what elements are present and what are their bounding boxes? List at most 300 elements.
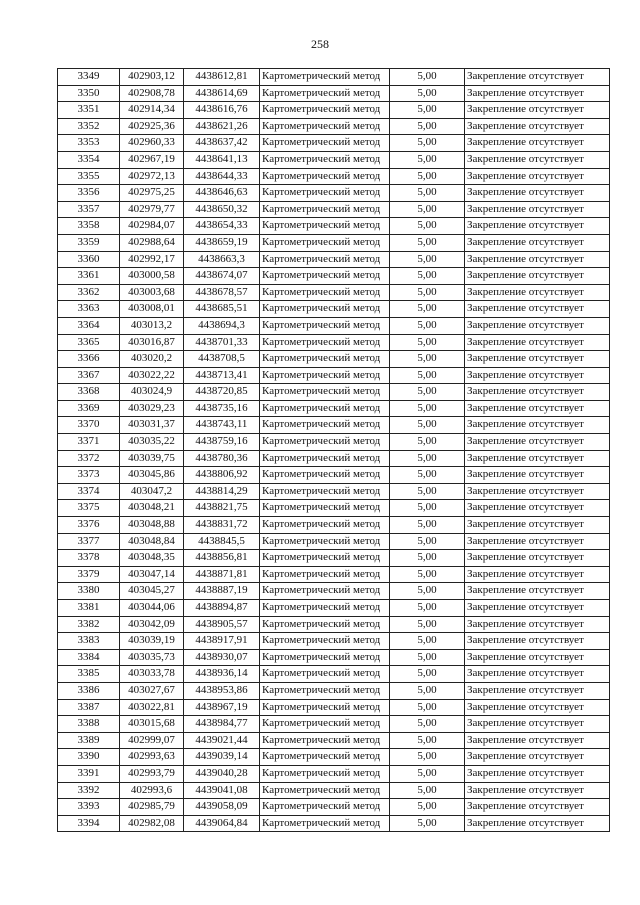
y-coordinate-cell: 4438621,26 — [184, 118, 260, 135]
x-coordinate-cell: 402993,63 — [120, 749, 184, 766]
accuracy-cell: 5,00 — [390, 234, 465, 251]
y-coordinate-cell: 4438694,3 — [184, 317, 260, 334]
x-coordinate-cell: 403000,58 — [120, 268, 184, 285]
fixing-cell: Закрепление отсутствует — [465, 699, 610, 716]
accuracy-cell: 5,00 — [390, 600, 465, 617]
x-coordinate-cell: 403003,68 — [120, 284, 184, 301]
table-row — [58, 317, 610, 334]
x-coordinate-cell: 403035,73 — [120, 649, 184, 666]
method-cell: Картометрический метод — [260, 434, 390, 451]
coordinates-table-body — [58, 69, 610, 832]
accuracy-cell: 5,00 — [390, 434, 465, 451]
accuracy-cell: 5,00 — [390, 649, 465, 666]
table-row — [58, 251, 610, 268]
x-coordinate-cell: 403027,67 — [120, 682, 184, 699]
fixing-cell: Закрепление отсутствует — [465, 201, 610, 218]
method-cell: Картометрический метод — [260, 732, 390, 749]
fixing-cell: Закрепление отсутствует — [465, 566, 610, 583]
table-row — [58, 467, 610, 484]
fixing-cell: Закрепление отсутствует — [465, 351, 610, 368]
accuracy-cell: 5,00 — [390, 633, 465, 650]
fixing-cell: Закрепление отсутствует — [465, 317, 610, 334]
point-number-cell: 3393 — [58, 799, 120, 816]
accuracy-cell: 5,00 — [390, 268, 465, 285]
y-coordinate-cell: 4438743,11 — [184, 417, 260, 434]
y-coordinate-cell: 4439064,84 — [184, 815, 260, 832]
table-row — [58, 85, 610, 102]
y-coordinate-cell: 4438708,5 — [184, 351, 260, 368]
table-row — [58, 799, 610, 816]
fixing-cell: Закрепление отсутствует — [465, 533, 610, 550]
accuracy-cell: 5,00 — [390, 533, 465, 550]
accuracy-cell: 5,00 — [390, 284, 465, 301]
point-number-cell: 3389 — [58, 732, 120, 749]
accuracy-cell: 5,00 — [390, 417, 465, 434]
x-coordinate-cell: 403042,09 — [120, 616, 184, 633]
fixing-cell: Закрепление отсутствует — [465, 666, 610, 683]
fixing-cell: Закрепление отсутствует — [465, 284, 610, 301]
table-row — [58, 600, 610, 617]
y-coordinate-cell: 4438614,69 — [184, 85, 260, 102]
x-coordinate-cell: 402914,34 — [120, 102, 184, 119]
accuracy-cell: 5,00 — [390, 716, 465, 733]
accuracy-cell: 5,00 — [390, 682, 465, 699]
y-coordinate-cell: 4438637,42 — [184, 135, 260, 152]
point-number-cell: 3391 — [58, 765, 120, 782]
accuracy-cell: 5,00 — [390, 483, 465, 500]
y-coordinate-cell: 4438936,14 — [184, 666, 260, 683]
accuracy-cell: 5,00 — [390, 384, 465, 401]
point-number-cell: 3357 — [58, 201, 120, 218]
x-coordinate-cell: 403020,2 — [120, 351, 184, 368]
accuracy-cell: 5,00 — [390, 367, 465, 384]
method-cell: Картометрический метод — [260, 135, 390, 152]
y-coordinate-cell: 4438659,19 — [184, 234, 260, 251]
table-row — [58, 334, 610, 351]
table-row — [58, 434, 610, 451]
accuracy-cell: 5,00 — [390, 765, 465, 782]
table-row — [58, 500, 610, 517]
x-coordinate-cell: 402908,78 — [120, 85, 184, 102]
point-number-cell: 3351 — [58, 102, 120, 119]
fixing-cell: Закрепление отсутствует — [465, 85, 610, 102]
point-number-cell: 3375 — [58, 500, 120, 517]
table-row — [58, 533, 610, 550]
table-row — [58, 765, 610, 782]
table-row — [58, 483, 610, 500]
x-coordinate-cell: 403031,37 — [120, 417, 184, 434]
method-cell: Картометрический метод — [260, 616, 390, 633]
point-number-cell: 3355 — [58, 168, 120, 185]
fixing-cell: Закрепление отсутствует — [465, 234, 610, 251]
method-cell: Картометрический метод — [260, 151, 390, 168]
method-cell: Картометрический метод — [260, 649, 390, 666]
point-number-cell: 3356 — [58, 185, 120, 202]
x-coordinate-cell: 402992,17 — [120, 251, 184, 268]
y-coordinate-cell: 4438967,19 — [184, 699, 260, 716]
accuracy-cell: 5,00 — [390, 218, 465, 235]
x-coordinate-cell: 402982,08 — [120, 815, 184, 832]
y-coordinate-cell: 4438713,41 — [184, 367, 260, 384]
method-cell: Картометрический метод — [260, 500, 390, 517]
accuracy-cell: 5,00 — [390, 118, 465, 135]
fixing-cell: Закрепление отсутствует — [465, 483, 610, 500]
point-number-cell: 3388 — [58, 716, 120, 733]
y-coordinate-cell: 4438831,72 — [184, 517, 260, 534]
x-coordinate-cell: 402993,6 — [120, 782, 184, 799]
x-coordinate-cell: 403022,81 — [120, 699, 184, 716]
point-number-cell: 3360 — [58, 251, 120, 268]
point-number-cell: 3376 — [58, 517, 120, 534]
x-coordinate-cell: 403029,23 — [120, 400, 184, 417]
table-row — [58, 151, 610, 168]
method-cell: Картометрический метод — [260, 118, 390, 135]
page-number: 258 — [311, 37, 329, 51]
table-row — [58, 301, 610, 318]
y-coordinate-cell: 4438894,87 — [184, 600, 260, 617]
y-coordinate-cell: 4438856,81 — [184, 550, 260, 567]
y-coordinate-cell: 4438917,91 — [184, 633, 260, 650]
table-row — [58, 201, 610, 218]
method-cell: Картометрический метод — [260, 566, 390, 583]
accuracy-cell: 5,00 — [390, 317, 465, 334]
x-coordinate-cell: 402993,79 — [120, 765, 184, 782]
y-coordinate-cell: 4438821,75 — [184, 500, 260, 517]
x-coordinate-cell: 403045,86 — [120, 467, 184, 484]
method-cell: Картометрический метод — [260, 102, 390, 119]
fixing-cell: Закрепление отсутствует — [465, 301, 610, 318]
accuracy-cell: 5,00 — [390, 400, 465, 417]
accuracy-cell: 5,00 — [390, 666, 465, 683]
table-row — [58, 268, 610, 285]
y-coordinate-cell: 4438845,5 — [184, 533, 260, 550]
table-row — [58, 417, 610, 434]
fixing-cell: Закрепление отсутствует — [465, 799, 610, 816]
x-coordinate-cell: 403039,75 — [120, 450, 184, 467]
point-number-cell: 3371 — [58, 434, 120, 451]
method-cell: Картометрический метод — [260, 799, 390, 816]
point-number-cell: 3361 — [58, 268, 120, 285]
fixing-cell: Закрепление отсутствует — [465, 185, 610, 202]
table-row — [58, 583, 610, 600]
method-cell: Картометрический метод — [260, 201, 390, 218]
table-row — [58, 284, 610, 301]
table-row — [58, 168, 610, 185]
y-coordinate-cell: 4438759,16 — [184, 434, 260, 451]
method-cell: Картометрический метод — [260, 533, 390, 550]
method-cell: Картометрический метод — [260, 765, 390, 782]
table-row — [58, 749, 610, 766]
table-row — [58, 367, 610, 384]
accuracy-cell: 5,00 — [390, 351, 465, 368]
method-cell: Картометрический метод — [260, 782, 390, 799]
table-row — [58, 666, 610, 683]
method-cell: Картометрический метод — [260, 334, 390, 351]
method-cell: Картометрический метод — [260, 69, 390, 86]
y-coordinate-cell: 4438720,85 — [184, 384, 260, 401]
method-cell: Картометрический метод — [260, 251, 390, 268]
point-number-cell: 3384 — [58, 649, 120, 666]
x-coordinate-cell: 403048,21 — [120, 500, 184, 517]
table-row — [58, 384, 610, 401]
y-coordinate-cell: 4438616,76 — [184, 102, 260, 119]
y-coordinate-cell: 4438984,77 — [184, 716, 260, 733]
table-row — [58, 782, 610, 799]
fixing-cell: Закрепление отсутствует — [465, 434, 610, 451]
y-coordinate-cell: 4438887,19 — [184, 583, 260, 600]
fixing-cell: Закрепление отсутствует — [465, 384, 610, 401]
x-coordinate-cell: 402967,19 — [120, 151, 184, 168]
x-coordinate-cell: 403015,68 — [120, 716, 184, 733]
point-number-cell: 3381 — [58, 600, 120, 617]
method-cell: Картометрический метод — [260, 234, 390, 251]
y-coordinate-cell: 4438701,33 — [184, 334, 260, 351]
fixing-cell: Закрепление отсутствует — [465, 749, 610, 766]
x-coordinate-cell: 402999,07 — [120, 732, 184, 749]
fixing-cell: Закрепление отсутствует — [465, 616, 610, 633]
y-coordinate-cell: 4439039,14 — [184, 749, 260, 766]
x-coordinate-cell: 403048,84 — [120, 533, 184, 550]
table-row — [58, 550, 610, 567]
method-cell: Картометрический метод — [260, 185, 390, 202]
method-cell: Картометрический метод — [260, 268, 390, 285]
x-coordinate-cell: 402985,79 — [120, 799, 184, 816]
table-row — [58, 102, 610, 119]
y-coordinate-cell: 4438735,16 — [184, 400, 260, 417]
point-number-cell: 3372 — [58, 450, 120, 467]
fixing-cell: Закрепление отсутствует — [465, 600, 610, 617]
point-number-cell: 3386 — [58, 682, 120, 699]
point-number-cell: 3369 — [58, 400, 120, 417]
y-coordinate-cell: 4439041,08 — [184, 782, 260, 799]
method-cell: Картометрический метод — [260, 550, 390, 567]
point-number-cell: 3363 — [58, 301, 120, 318]
point-number-cell: 3365 — [58, 334, 120, 351]
method-cell: Картометрический метод — [260, 749, 390, 766]
method-cell: Картометрический метод — [260, 600, 390, 617]
fixing-cell: Закрепление отсутствует — [465, 450, 610, 467]
y-coordinate-cell: 4438663,3 — [184, 251, 260, 268]
point-number-cell: 3349 — [58, 69, 120, 86]
accuracy-cell: 5,00 — [390, 732, 465, 749]
fixing-cell: Закрепление отсутствует — [465, 765, 610, 782]
accuracy-cell: 5,00 — [390, 616, 465, 633]
x-coordinate-cell: 402979,77 — [120, 201, 184, 218]
fixing-cell: Закрепление отсутствует — [465, 168, 610, 185]
accuracy-cell: 5,00 — [390, 450, 465, 467]
x-coordinate-cell: 403008,01 — [120, 301, 184, 318]
y-coordinate-cell: 4438644,33 — [184, 168, 260, 185]
accuracy-cell: 5,00 — [390, 467, 465, 484]
fixing-cell: Закрепление отсутствует — [465, 682, 610, 699]
table-row — [58, 633, 610, 650]
y-coordinate-cell: 4438650,32 — [184, 201, 260, 218]
method-cell: Картометрический метод — [260, 351, 390, 368]
fixing-cell: Закрепление отсутствует — [465, 467, 610, 484]
method-cell: Картометрический метод — [260, 384, 390, 401]
fixing-cell: Закрепление отсутствует — [465, 218, 610, 235]
method-cell: Картометрический метод — [260, 317, 390, 334]
accuracy-cell: 5,00 — [390, 102, 465, 119]
point-number-cell: 3374 — [58, 483, 120, 500]
x-coordinate-cell: 403035,22 — [120, 434, 184, 451]
point-number-cell: 3350 — [58, 85, 120, 102]
point-number-cell: 3382 — [58, 616, 120, 633]
accuracy-cell: 5,00 — [390, 151, 465, 168]
method-cell: Картометрический метод — [260, 168, 390, 185]
y-coordinate-cell: 4438612,81 — [184, 69, 260, 86]
y-coordinate-cell: 4438685,51 — [184, 301, 260, 318]
accuracy-cell: 5,00 — [390, 334, 465, 351]
method-cell: Картометрический метод — [260, 467, 390, 484]
accuracy-cell: 5,00 — [390, 69, 465, 86]
x-coordinate-cell: 403048,88 — [120, 517, 184, 534]
accuracy-cell: 5,00 — [390, 749, 465, 766]
x-coordinate-cell: 403045,27 — [120, 583, 184, 600]
y-coordinate-cell: 4438806,92 — [184, 467, 260, 484]
fixing-cell: Закрепление отсутствует — [465, 102, 610, 119]
x-coordinate-cell: 403022,22 — [120, 367, 184, 384]
x-coordinate-cell: 402903,12 — [120, 69, 184, 86]
accuracy-cell: 5,00 — [390, 782, 465, 799]
table-row — [58, 699, 610, 716]
point-number-cell: 3354 — [58, 151, 120, 168]
fixing-cell: Закрепление отсутствует — [465, 517, 610, 534]
method-cell: Картометрический метод — [260, 583, 390, 600]
accuracy-cell: 5,00 — [390, 168, 465, 185]
accuracy-cell: 5,00 — [390, 815, 465, 832]
accuracy-cell: 5,00 — [390, 699, 465, 716]
point-number-cell: 3367 — [58, 367, 120, 384]
table-row — [58, 218, 610, 235]
x-coordinate-cell: 402988,64 — [120, 234, 184, 251]
y-coordinate-cell: 4438646,63 — [184, 185, 260, 202]
accuracy-cell: 5,00 — [390, 583, 465, 600]
point-number-cell: 3359 — [58, 234, 120, 251]
table-row — [58, 400, 610, 417]
point-number-cell: 3352 — [58, 118, 120, 135]
point-number-cell: 3394 — [58, 815, 120, 832]
x-coordinate-cell: 402925,36 — [120, 118, 184, 135]
point-number-cell: 3387 — [58, 699, 120, 716]
x-coordinate-cell: 403047,2 — [120, 483, 184, 500]
point-number-cell: 3378 — [58, 550, 120, 567]
table-row — [58, 716, 610, 733]
point-number-cell: 3380 — [58, 583, 120, 600]
fixing-cell: Закрепление отсутствует — [465, 716, 610, 733]
y-coordinate-cell: 4439021,44 — [184, 732, 260, 749]
method-cell: Картометрический метод — [260, 483, 390, 500]
point-number-cell: 3390 — [58, 749, 120, 766]
y-coordinate-cell: 4438953,86 — [184, 682, 260, 699]
fixing-cell: Закрепление отсутствует — [465, 334, 610, 351]
x-coordinate-cell: 402972,13 — [120, 168, 184, 185]
point-number-cell: 3366 — [58, 351, 120, 368]
method-cell: Картометрический метод — [260, 450, 390, 467]
accuracy-cell: 5,00 — [390, 135, 465, 152]
point-number-cell: 3370 — [58, 417, 120, 434]
x-coordinate-cell: 403039,19 — [120, 633, 184, 650]
y-coordinate-cell: 4438814,29 — [184, 483, 260, 500]
method-cell: Картометрический метод — [260, 367, 390, 384]
point-number-cell: 3373 — [58, 467, 120, 484]
fixing-cell: Закрепление отсутствует — [465, 782, 610, 799]
point-number-cell: 3358 — [58, 218, 120, 235]
fixing-cell: Закрепление отсутствует — [465, 732, 610, 749]
y-coordinate-cell: 4438641,13 — [184, 151, 260, 168]
fixing-cell: Закрепление отсутствует — [465, 135, 610, 152]
accuracy-cell: 5,00 — [390, 500, 465, 517]
method-cell: Картометрический метод — [260, 633, 390, 650]
table-row — [58, 450, 610, 467]
y-coordinate-cell: 4438780,36 — [184, 450, 260, 467]
x-coordinate-cell: 403016,87 — [120, 334, 184, 351]
fixing-cell: Закрепление отсутствует — [465, 151, 610, 168]
fixing-cell: Закрепление отсутствует — [465, 550, 610, 567]
fixing-cell: Закрепление отсутствует — [465, 400, 610, 417]
fixing-cell: Закрепление отсутствует — [465, 815, 610, 832]
x-coordinate-cell: 403044,06 — [120, 600, 184, 617]
method-cell: Картометрический метод — [260, 666, 390, 683]
fixing-cell: Закрепление отсутствует — [465, 649, 610, 666]
table-row — [58, 69, 610, 86]
table-row — [58, 185, 610, 202]
accuracy-cell: 5,00 — [390, 566, 465, 583]
accuracy-cell: 5,00 — [390, 517, 465, 534]
x-coordinate-cell: 402960,33 — [120, 135, 184, 152]
point-number-cell: 3377 — [58, 533, 120, 550]
accuracy-cell: 5,00 — [390, 301, 465, 318]
table-row — [58, 234, 610, 251]
method-cell: Картометрический метод — [260, 400, 390, 417]
point-number-cell: 3364 — [58, 317, 120, 334]
x-coordinate-cell: 403013,2 — [120, 317, 184, 334]
y-coordinate-cell: 4438674,07 — [184, 268, 260, 285]
y-coordinate-cell: 4438905,57 — [184, 616, 260, 633]
table-row — [58, 351, 610, 368]
fixing-cell: Закрепление отсутствует — [465, 633, 610, 650]
fixing-cell: Закрепление отсутствует — [465, 251, 610, 268]
y-coordinate-cell: 4438930,07 — [184, 649, 260, 666]
method-cell: Картометрический метод — [260, 716, 390, 733]
fixing-cell: Закрепление отсутствует — [465, 417, 610, 434]
fixing-cell: Закрепление отсутствует — [465, 583, 610, 600]
table-row — [58, 732, 610, 749]
fixing-cell: Закрепление отсутствует — [465, 268, 610, 285]
point-number-cell: 3385 — [58, 666, 120, 683]
table-row — [58, 517, 610, 534]
table-row — [58, 616, 610, 633]
method-cell: Картометрический метод — [260, 85, 390, 102]
x-coordinate-cell: 403033,78 — [120, 666, 184, 683]
accuracy-cell: 5,00 — [390, 251, 465, 268]
accuracy-cell: 5,00 — [390, 550, 465, 567]
method-cell: Картометрический метод — [260, 815, 390, 832]
point-number-cell: 3353 — [58, 135, 120, 152]
coordinates-table — [57, 68, 610, 832]
x-coordinate-cell: 403024,9 — [120, 384, 184, 401]
point-number-cell: 3362 — [58, 284, 120, 301]
point-number-cell: 3379 — [58, 566, 120, 583]
table-row — [58, 566, 610, 583]
y-coordinate-cell: 4438678,57 — [184, 284, 260, 301]
method-cell: Картометрический метод — [260, 417, 390, 434]
accuracy-cell: 5,00 — [390, 185, 465, 202]
x-coordinate-cell: 402984,07 — [120, 218, 184, 235]
fixing-cell: Закрепление отсутствует — [465, 500, 610, 517]
table-row — [58, 649, 610, 666]
table-row — [58, 682, 610, 699]
